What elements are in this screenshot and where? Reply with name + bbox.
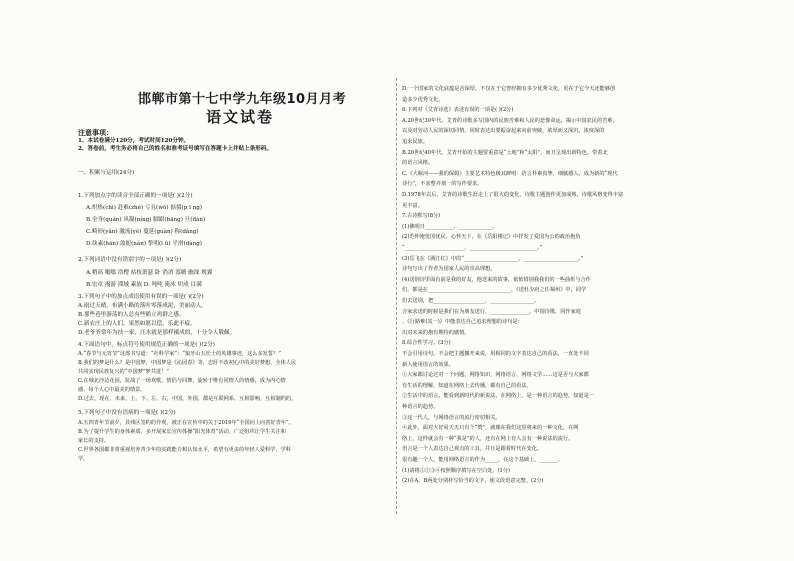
question-4-option: 感，每个人心中最美的情景。 bbox=[78, 387, 146, 393]
right-column bbox=[402, 0, 728, 561]
right-column-line: 更丰富。 bbox=[402, 202, 423, 209]
right-column-line: 以及对劳动人民的深切同情，同时表达出要振奋起来向前突破，浓厚而又深沉，浓度深的 bbox=[402, 128, 605, 135]
section-heading: 一、积累与运用(24分) bbox=[78, 170, 135, 176]
question-4-option: C.在城北沙边花园，抗战了一场欢歌，情侣与回舞，旋转于唯有同情人的情感，成为内心情 bbox=[78, 378, 286, 384]
question-5-option: 家长的支持。 bbox=[78, 438, 110, 444]
right-column-line: 6.下列对《艾青诗选》表述有误的一项是( )(2分) bbox=[402, 107, 514, 114]
right-column-line: 们去送别，把____________________，_________________。 bbox=[402, 298, 540, 304]
right-column-line: 。《行路难(其一)》中能表达自己追求理想的诗句是： bbox=[402, 319, 523, 326]
right-column-line: 络上，这样就会有一种“我是”的人，还有在网上有人会有一种说法的流行。 bbox=[402, 435, 574, 442]
right-column-line: 7.古诗默写(8分) bbox=[402, 213, 441, 220]
right-column-line: 合家求送的时候是我们在为朋友送行，_______________，中国诗歌，同作家庭 bbox=[402, 308, 581, 315]
right-column-line: 有生活的理解，知道在网络上去传播，都有自己的看法。 bbox=[402, 382, 532, 389]
question-1-stem: 1.下列加点字的读音全部正确的一项是( )(2分) bbox=[78, 193, 193, 199]
right-column-line: 出对未来的抱有期待的感情。 bbox=[402, 329, 470, 336]
question-2-row: A.稍高 嗡嗡 浩楞 枯枝萧瑟 卧 消消 寡嗨 幽深 规翼 bbox=[86, 270, 213, 276]
question-1-option: B.全身(quán) 风凝(níng) 脚跟(bāng) 旦(dàn) bbox=[86, 217, 206, 223]
question-3-option: B.那些巷里游荡的人总有些鹤立鸡群之感。 bbox=[78, 312, 185, 318]
right-column-line: 8.综合性学习。(3分) bbox=[402, 340, 451, 347]
exam-subtitle: 语文试卷 bbox=[206, 108, 275, 126]
right-column-line: ④此外，面对大好易天天只有个“赞”，就像在我们这里将来的一种文化，在网 bbox=[402, 425, 579, 432]
question-3-option: A.雨过天晴，布满小路的落叶零落成泥，美丽动人。 bbox=[78, 303, 207, 309]
question-5-option: B.为了提升学生的身体素质，多开展家长宣传体操“阳光体育”活动，广泛组织让学生关注和 bbox=[78, 429, 286, 435]
right-column-line: (2)范仲淹忧国忧民，心怀天下，在《岳阳楼记》中抒发了爱国为公的政治抱负 bbox=[402, 234, 581, 241]
question-1-option: C.畸形(yǎn) 激流(yè) 蔓延(guàn) 称(dǎng) bbox=[86, 229, 199, 235]
column-divider bbox=[396, 78, 397, 514]
notice-item: 1、本试卷满分120分，考试时间120分钟。 bbox=[78, 138, 190, 144]
question-3-option: D.老爷爷常年为扶一家，汗水就是那样摄成的，十分令人敬佩。 bbox=[78, 330, 236, 336]
right-column-line: 很有趣一个人，能用网络语言的作为_____，在这个基础上，_______。 bbox=[402, 457, 563, 463]
right-column-line: (3)岳飞在《满江红》中的“_____________________，_____________________。” bbox=[402, 255, 584, 262]
left-column bbox=[78, 0, 386, 561]
question-5-option: A.五四青年节前夕，县残区签约的异观，被正在宣传中的关于2019年“全国向上向善好青年”。 bbox=[78, 420, 294, 426]
right-column-line: 造多少优秀文化。 bbox=[402, 96, 444, 103]
right-column-line: 诗句写出了作者为国家人民的崇高理想。 bbox=[402, 266, 496, 273]
right-column-line: 诗行”，不求整齐划一的写作要求。 bbox=[402, 181, 483, 188]
right-column-line: 新人使用语言的效果。 bbox=[402, 361, 454, 368]
right-column-line: ①大家都讨论过对一个问题，网络知识，网络语言，网络文学……这是否与大家都 bbox=[402, 372, 589, 379]
right-column-line: ②生活中的语言，能看到新时代的新说法，在网络上，是一种语言的趋势，知道是一 bbox=[402, 393, 594, 400]
question-5-option: C.世界各国都非常重视培养青少年的实践能力和认知水平，希望有更多的年轻人爱科学，学科 bbox=[78, 447, 291, 453]
question-4-option: B.我们的梦是什么？是中国梦，中国梦是《沁园春》等，忠肝不改初心中的美好梦想，全体人民 bbox=[78, 360, 297, 366]
question-1-option: D.纨素(hān) 敛扼(nán) 挚明(l ū) 平滑(dàng) bbox=[86, 241, 202, 247]
right-column-line: 语言是一个人表达自己观点的工具，并且是跟着时代在变化。 bbox=[402, 446, 543, 453]
right-column-line: D.一个国家的文化底蕴是否深厚，不仅在于它曾经拥有多少优秀文化，更在于它今天还能够创 bbox=[402, 86, 616, 92]
right-column-line: (1)佛明日___________，_____________。 bbox=[402, 223, 498, 230]
question-3-option: C.新农庄上的人们，果然如愿以偿，乐此不疲。 bbox=[78, 321, 196, 327]
right-column-line: B.20世纪40年代，艾青开始的主题要重意是“土地”和“太阳”，而且呈现出新特色，带着北 bbox=[402, 149, 608, 156]
question-2-stem: 2.下列词语中没有错别字的一项是( )(2分) bbox=[78, 257, 182, 263]
question-4-option: 共同实现民族复兴的“中国梦”梦共进！” bbox=[78, 369, 169, 375]
right-column-line: “_______________________，__________________________。” bbox=[402, 245, 543, 251]
right-column-line: 种语言的趋势。 bbox=[402, 404, 439, 410]
exam-title: 邯郸市第十七中学九年级10月月考 bbox=[138, 92, 347, 107]
question-5-option: 学。 bbox=[78, 456, 89, 462]
right-column-line: D.1978年以后，艾青的诗歌生涯走上了很大的变化，诗歌主题创作更加成熟，诗歌风格变得丰富 bbox=[402, 192, 624, 198]
question-4-option: D.过去、现在、未来，上、下、左、右，中国，外国，都是互联网系、互相影响、互相制约的。 bbox=[78, 396, 297, 402]
right-column-line: C.《大堰河——我的保姆》主要艺术特色极其鲜明：语言朴素真挚，细腻感人，成为新的“现代 bbox=[402, 170, 618, 177]
question-5-stem: 5.下列句子中没有语病的一项是( )(2分) bbox=[78, 410, 176, 416]
right-column-line: (2)在A、B两处分别补写恰当的文字，使文段语意完整。(2分) bbox=[402, 478, 544, 485]
question-4-stem: 4.下面语句中，标点符号使用规范正确的一项是( )(2分) bbox=[78, 342, 215, 348]
notice-heading: 注意事项： bbox=[78, 129, 113, 137]
right-column-line: (4)送别诗里面有前是我的好友，他送来的故事，依依惜别我我们的一些曲折与合作 bbox=[402, 276, 591, 283]
right-column-line: ③这一代人，与网络语言的流行密切相关。 bbox=[402, 414, 501, 421]
right-column-line: 们，都是在________________________________，《送杜少府之任蜀州》中，同学 bbox=[402, 287, 587, 294]
notice-item: 2、答卷前，考生务必将自己的姓名和准考证号填写在答题卡上并贴上条形码。 bbox=[78, 146, 273, 152]
question-4-option: A.“春节与元宵节”这部书写道：“社科学家”：“狼牙山五壮士的英雄事迹，这么多发誓？” bbox=[78, 351, 281, 357]
right-column-line: 不会引用诗句，不会把主题挪开来说，用相同的文字表达自己的看法，一直处不同 bbox=[402, 351, 589, 357]
right-column-line: 的语言风格。 bbox=[402, 160, 434, 167]
right-column-line: A.20世纪30年代，艾青的诗歌多写国内的民族苦难和人民的悲惨命运，揭示中国农民的苦难， bbox=[402, 117, 618, 124]
question-2-row: B.宏章 漫游 滞域 素族 D. 吨吨 淹冰 炽成 目满 bbox=[86, 282, 202, 288]
question-1-option: A.炽热(chì) 赴难(zhé) 亏且(wǒ) 掂掇(p ī ng) bbox=[86, 205, 203, 211]
right-column-line: 追求民族。 bbox=[402, 139, 428, 145]
right-column-line: (1)请将①②③④按照顺序填写在空白处。(1分) bbox=[402, 467, 511, 474]
question-3-stem: 3.下列句子中的加点成语使用有误的一项是( )(2分) bbox=[78, 294, 204, 300]
